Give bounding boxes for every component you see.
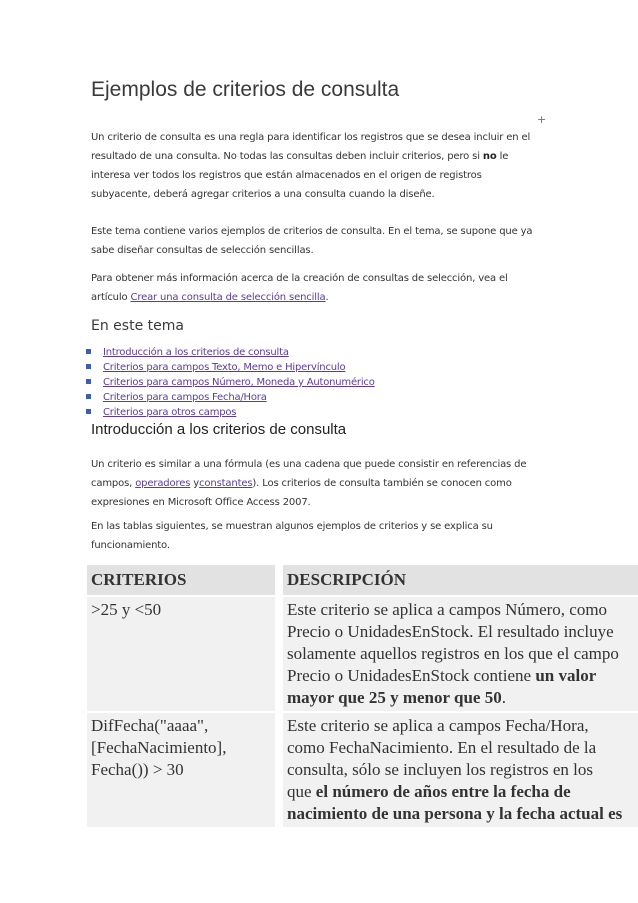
table-row [87,712,638,827]
more-info-line-1: Para obtener más información acerca de la creación de consultas de selección, vea el [91,273,508,284]
more-info-line-2b: . [325,292,329,303]
intro-line-3: interesa ver todos los registros que están almacenados en el origen de registros [91,170,482,181]
section-title: Introducción a los criterios de consulta [91,421,347,438]
criteria-line: >25 y <50 [91,600,162,619]
description-line: Este criterio se aplica a campos Número, como [287,600,608,619]
table-header-row [87,565,638,596]
criteria-line: DifFecha("aaaa", [91,716,209,735]
description-bold: el número de años entre la fecha de [315,782,571,801]
description-cell [283,596,638,712]
topic-line-2: sabe diseñar consultas de selección sencillas. [91,245,314,256]
expand-plus-icon[interactable]: + [537,113,547,126]
description-bold: un valor [535,666,597,685]
toc-list [86,345,375,420]
bullet-icon [86,349,91,354]
section-p1-line-2c: ). Los criterios de consulta también se conocen como [252,478,512,489]
toc-link-numero[interactable]: Criterios para campos Número, Moneda y Autonumérico [103,377,375,388]
toc-link-fecha[interactable]: Criterios para campos Fecha/Hora [103,392,267,403]
constantes-link[interactable]: constantes [199,478,253,489]
header-descripcion: DESCRIPCIÓN [283,565,638,596]
description-line: que [287,782,316,801]
section-p1-line-2b: y [190,478,200,489]
toc-item [86,390,375,405]
column-gap [275,596,283,712]
criteria-table [87,565,638,827]
more-info-paragraph [91,269,541,307]
section-p1-line-3: expresiones en Microsoft Office Access 2007. [91,497,311,508]
description-cell [283,712,638,827]
toc-heading: En este tema [91,318,184,334]
section-paragraph-2 [91,517,541,555]
description-line: como FechaNacimiento. En el resultado de la [287,738,597,757]
intro-paragraph [91,128,541,204]
bullet-icon [86,409,91,414]
bullet-icon [86,379,91,384]
criteria-cell [87,712,275,827]
bullet-icon [86,364,91,369]
header-criterios: CRITERIOS [87,565,275,596]
table-row [87,596,638,712]
bullet-icon [86,394,91,399]
more-info-line-2a: artículo [91,292,131,303]
intro-bold-no: no [482,151,497,162]
description-line: Precio o UnidadesEnStock. El resultado incluye [287,622,614,641]
description-line: consulta, sólo se incluyen los registros en los [287,760,593,779]
criteria-line: Fecha()) > 30 [91,760,184,779]
toc-link-otros[interactable]: Criterios para otros campos [103,407,237,418]
section-paragraph-1 [91,455,541,512]
intro-line-2b: le [496,151,509,162]
criteria-line: [FechaNacimiento], [91,738,227,757]
topic-paragraph [91,222,541,260]
column-gap [275,565,283,596]
description-line: Precio o UnidadesEnStock contiene [287,666,536,685]
intro-line-1: Un criterio de consulta es una regla para identificar los registros que se desea incluir en el [91,132,531,143]
description-bold: mayor que 25 y menor que 50 [287,688,502,707]
toc-item [86,405,375,420]
section-p2-line-2: funcionamiento. [91,540,170,551]
toc-item [86,375,375,390]
description-line: solamente aquellos registros en los que el campo [287,644,619,663]
toc-item [86,360,375,375]
description-line: Este criterio se aplica a campos Fecha/Hora, [287,716,589,735]
intro-line-4: subyacente, deberá agregar criterios a una consulta cuando la diseñe. [91,189,435,200]
column-gap [275,712,283,827]
crear-consulta-link[interactable]: Crear una consulta de selección sencilla [130,292,326,303]
operadores-link[interactable]: operadores [135,478,191,489]
description-end: . [501,688,506,707]
toc-link-texto[interactable]: Criterios para campos Texto, Memo e Hipervínculo [103,362,346,373]
section-p1-line-2a: campos, [91,478,136,489]
criteria-cell [87,596,275,712]
section-p1-line-1: Un criterio es similar a una fórmula (es una cadena que puede consistir en referencias de [91,459,527,470]
toc-link-intro[interactable]: Introducción a los criterios de consulta [103,347,289,358]
intro-line-2a: resultado de una consulta. No todas las consultas deben incluir criterios, pero si [91,151,483,162]
page-title: Ejemplos de criterios de consulta [91,78,400,101]
section-p2-line-1: En las tablas siguientes, se muestran algunos ejemplos de criterios y se explica su [91,521,493,532]
description-bold: nacimiento de una persona y la fecha actual es [287,804,623,823]
toc-item [86,345,375,360]
topic-line-1: Este tema contiene varios ejemplos de criterios de consulta. En el tema, se supone que ya [91,226,533,237]
